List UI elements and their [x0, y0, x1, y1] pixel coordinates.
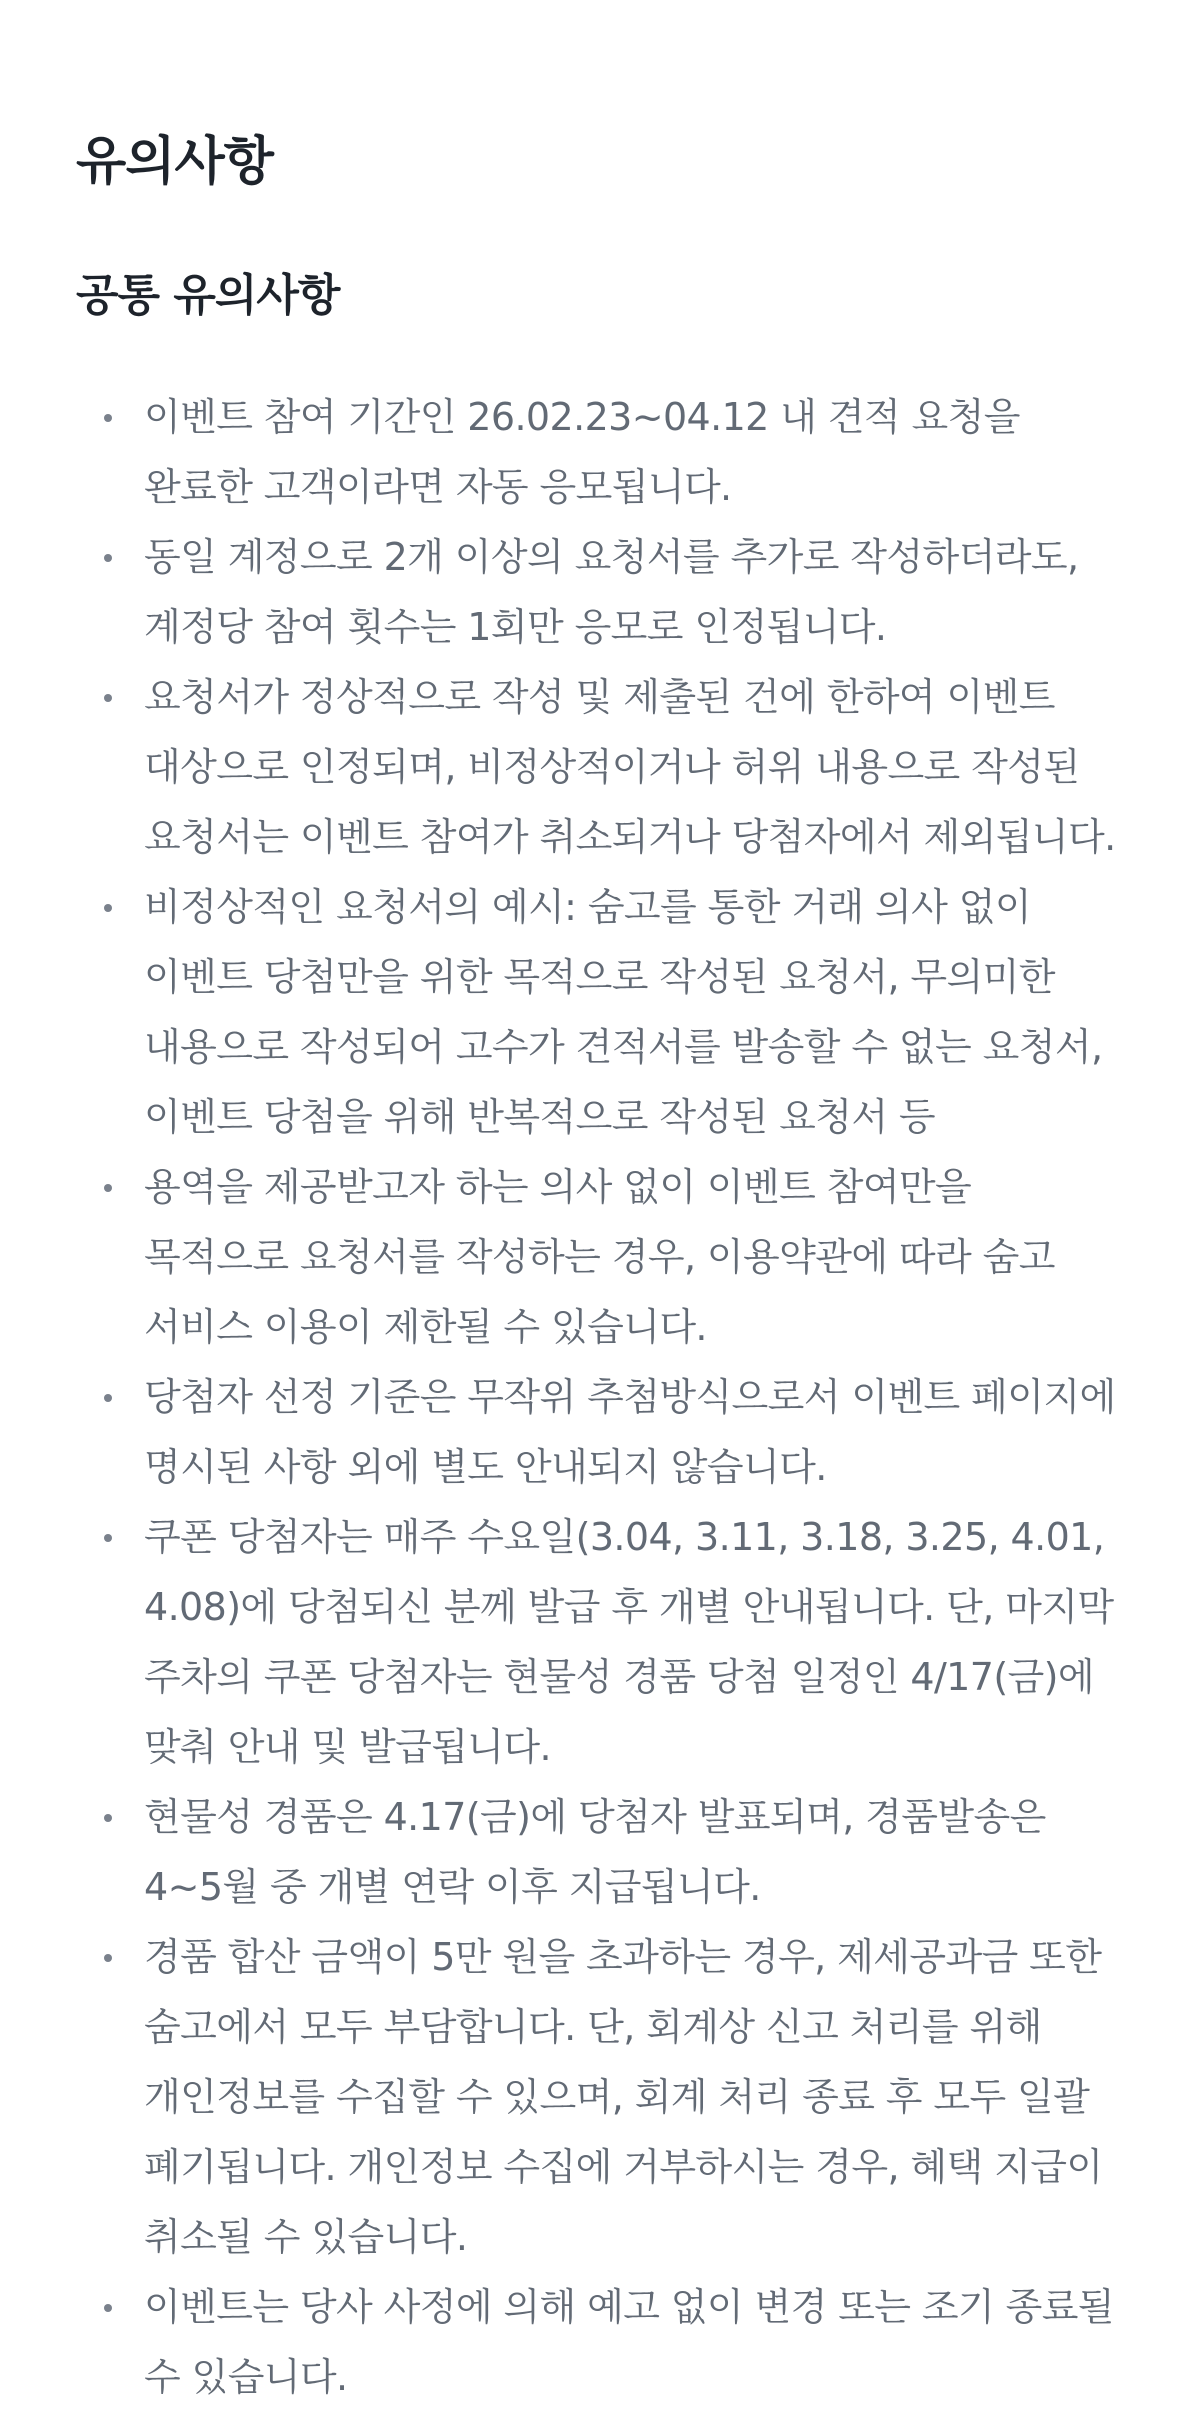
notice-text: 동일 계정으로 2개 이상의 요청서를 추가로 작성하더라도, 계정당 참여 횟수는 1회만 응모로 인정됩니다. [144, 535, 1079, 649]
notice-text: 현물성 경품은 4.17(금)에 당첨자 발표되며, 경품발송은 4~5월 중 개별 연락 이후 지급됩니다. [144, 1795, 1046, 1909]
bullet-icon [104, 1184, 112, 1192]
bullet-icon [104, 414, 112, 422]
bullet-icon [104, 554, 112, 562]
notice-text: 쿠폰 당첨자는 매주 수요일(3.04, 3.11, 3.18, 3.25, 4.01, 4.08)에 당첨되신 분께 발급 후 개별 안내됩니다. 단, 마지막 주차의 쿠폰 당첨자는 현물성 경품 당첨 일정인 4/17(금)에 맞춰 안내 및 발급됩니다. [144, 1515, 1114, 1769]
bullet-icon [104, 1394, 112, 1402]
notice-text: 당첨자 선정 기준은 무작위 추첨방식으로서 이벤트 페이지에 명시된 사항 외에 별도 안내되지 않습니다. [144, 1375, 1116, 1489]
notice-text: 이벤트는 당사 사정에 의해 예고 없이 변경 또는 조기 종료될 수 있습니다. [144, 2285, 1114, 2399]
notice-list [76, 382, 1124, 2412]
bullet-icon [104, 1954, 112, 1962]
notice-item [76, 1782, 1124, 1922]
bullet-icon [104, 2304, 112, 2312]
notice-item [76, 522, 1124, 662]
bullet-icon [104, 1534, 112, 1542]
notice-text: 비정상적인 요청서의 예시: 숨고를 통한 거래 의사 없이 이벤트 당첨만을 위한 목적으로 작성된 요청서, 무의미한 내용으로 작성되어 고수가 견적서를 발송할 수 없는 요청서, 이벤트 당첨을 위해 반복적으로 작성된 요청서 등 [144, 885, 1103, 1139]
notice-item [76, 1362, 1124, 1502]
notice-item [76, 1922, 1124, 2272]
bullet-icon [104, 1814, 112, 1822]
notice-item [76, 1502, 1124, 1782]
bullet-icon [104, 904, 112, 912]
bullet-icon [104, 694, 112, 702]
notice-item [76, 382, 1124, 522]
notice-text: 요청서가 정상적으로 작성 및 제출된 건에 한하여 이벤트 대상으로 인정되며, 비정상적이거나 허위 내용으로 작성된 요청서는 이벤트 참여가 취소되거나 당첨자에서 제외됩니다. [144, 675, 1116, 859]
notice-item [76, 872, 1124, 1152]
notice-item [76, 662, 1124, 872]
notice-item [76, 2272, 1124, 2412]
section-title: 공통 유의사항 [76, 270, 340, 321]
page-title: 유의사항 [76, 132, 273, 192]
notice-text: 이벤트 참여 기간인 26.02.23~04.12 내 견적 요청을 완료한 고객이라면 자동 응모됩니다. [144, 395, 1020, 509]
notice-text: 용역을 제공받고자 하는 의사 없이 이벤트 참여만을 목적으로 요청서를 작성하는 경우, 이용약관에 따라 숨고 서비스 이용이 제한될 수 있습니다. [144, 1165, 1055, 1349]
notice-item [76, 1152, 1124, 1362]
notice-text: 경품 합산 금액이 5만 원을 초과하는 경우, 제세공과금 또한 숨고에서 모두 부담합니다. 단, 회계상 신고 처리를 위해 개인정보를 수집할 수 있으며, 회계 처리 종료 후 모두 일괄 폐기됩니다. 개인정보 수집에 거부하시는 경우, 혜택 지급이 취소될 수 있습니다. [144, 1935, 1103, 2259]
